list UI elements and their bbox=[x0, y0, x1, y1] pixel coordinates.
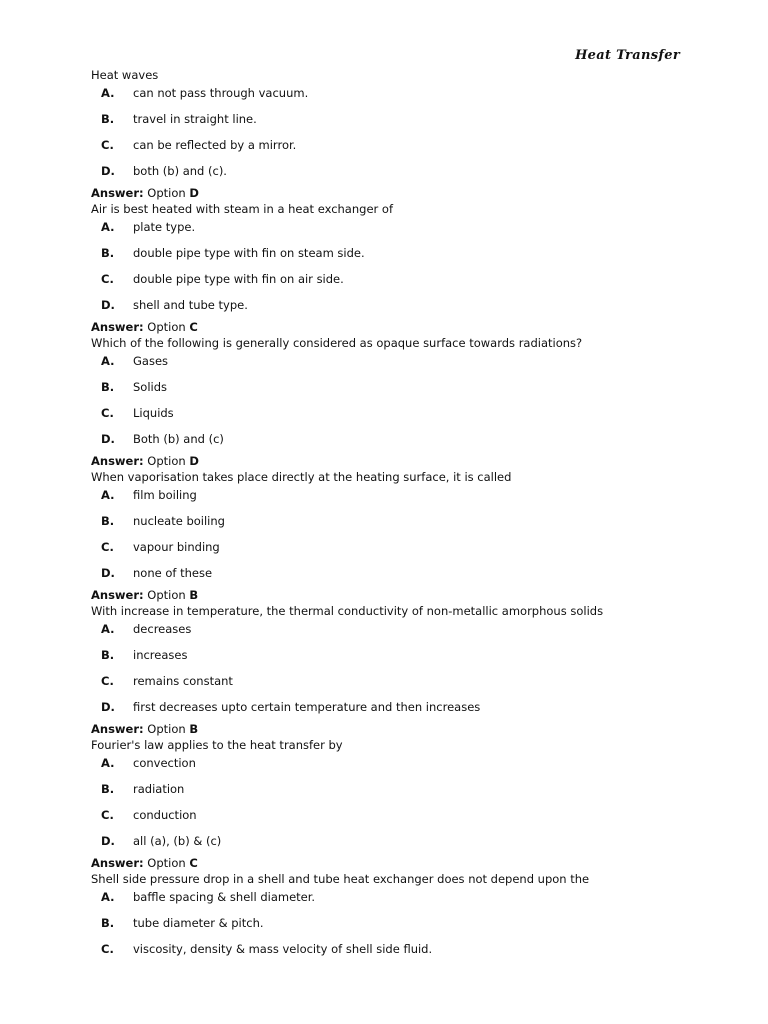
option-item bbox=[91, 406, 731, 432]
option-text: radiation bbox=[133, 782, 185, 796]
option-letter: C. bbox=[101, 540, 114, 554]
option-list bbox=[91, 622, 731, 726]
option-item bbox=[91, 916, 731, 942]
option-text: all (a), (b) & (c) bbox=[133, 834, 222, 848]
option-letter: C. bbox=[101, 942, 114, 956]
option-text: increases bbox=[133, 648, 188, 662]
option-text: vapour binding bbox=[133, 540, 220, 554]
option-text: plate type. bbox=[133, 220, 196, 234]
option-text: conduction bbox=[133, 808, 197, 822]
option-letter: B. bbox=[101, 514, 115, 528]
option-letter: B. bbox=[101, 648, 115, 662]
option-list bbox=[91, 354, 731, 458]
option-list bbox=[91, 890, 731, 968]
option-text: remains constant bbox=[133, 674, 233, 688]
question-text: Heat waves bbox=[91, 68, 159, 82]
question-block bbox=[91, 738, 731, 870]
option-text: first decreases upto certain temperature and then increases bbox=[133, 700, 481, 714]
answer-label: Answer: bbox=[91, 722, 144, 736]
option-letter: D. bbox=[101, 164, 115, 178]
answer-value: Option C bbox=[147, 856, 198, 870]
option-text: can be reflected by a mirror. bbox=[133, 138, 297, 152]
option-text: both (b) and (c). bbox=[133, 164, 227, 178]
option-letter: C. bbox=[101, 674, 114, 688]
option-text: Solids bbox=[133, 380, 168, 394]
option-item bbox=[91, 246, 731, 272]
option-text: Both (b) and (c) bbox=[133, 432, 224, 446]
option-letter: D. bbox=[101, 834, 115, 848]
option-text: film boiling bbox=[133, 488, 197, 502]
option-item bbox=[91, 674, 731, 700]
answer-value: Option B bbox=[147, 588, 199, 602]
option-list bbox=[91, 220, 731, 324]
option-text: none of these bbox=[133, 566, 213, 580]
option-letter: B. bbox=[101, 380, 115, 394]
option-text: Gases bbox=[133, 354, 169, 368]
option-item bbox=[91, 540, 731, 566]
answer-label: Answer: bbox=[91, 454, 144, 468]
option-letter: A. bbox=[101, 86, 115, 100]
answer-value: Option D bbox=[147, 186, 199, 200]
option-text: tube diameter & pitch. bbox=[133, 916, 264, 930]
option-text: baffle spacing & shell diameter. bbox=[133, 890, 316, 904]
option-letter: C. bbox=[101, 808, 114, 822]
option-letter: D. bbox=[101, 566, 115, 580]
option-item bbox=[91, 354, 731, 380]
option-text: double pipe type with fin on air side. bbox=[133, 272, 344, 286]
option-item bbox=[91, 220, 731, 246]
question-text: When vaporisation takes place directly at the heating surface, it is called bbox=[91, 470, 512, 484]
option-item bbox=[91, 380, 731, 406]
option-text: Liquids bbox=[133, 406, 174, 420]
answer-label: Answer: bbox=[91, 588, 144, 602]
option-text: can not pass through vacuum. bbox=[133, 86, 309, 100]
answer-line bbox=[91, 722, 731, 736]
option-text: nucleate boiling bbox=[133, 514, 225, 528]
answer-line bbox=[91, 320, 731, 334]
answer-line bbox=[91, 186, 731, 200]
option-item bbox=[91, 112, 731, 138]
option-list bbox=[91, 86, 731, 190]
answer-line bbox=[91, 588, 731, 602]
question-text: Which of the following is generally considered as opaque surface towards radiations? bbox=[91, 336, 583, 350]
answer-value: Option B bbox=[147, 722, 199, 736]
option-item bbox=[91, 942, 731, 968]
option-letter: B. bbox=[101, 246, 115, 260]
option-letter: B. bbox=[101, 112, 115, 126]
answer-label: Answer: bbox=[91, 856, 144, 870]
option-list bbox=[91, 488, 731, 592]
option-item bbox=[91, 488, 731, 514]
option-text: shell and tube type. bbox=[133, 298, 248, 312]
question-block bbox=[91, 604, 731, 736]
question-block bbox=[91, 336, 731, 468]
option-item bbox=[91, 808, 731, 834]
page-header-title: Heat Transfer bbox=[575, 48, 680, 63]
option-item bbox=[91, 514, 731, 540]
option-letter: A. bbox=[101, 890, 115, 904]
option-letter: C. bbox=[101, 406, 114, 420]
option-item bbox=[91, 138, 731, 164]
question-list bbox=[91, 68, 731, 968]
question-text: With increase in temperature, the thermal conductivity of non-metallic amorphous solids bbox=[91, 604, 604, 618]
question-block bbox=[91, 470, 731, 602]
option-letter: A. bbox=[101, 488, 115, 502]
option-item bbox=[91, 648, 731, 674]
option-item bbox=[91, 622, 731, 648]
question-block bbox=[91, 872, 731, 968]
option-text: viscosity, density & mass velocity of shell side fluid. bbox=[133, 942, 433, 956]
option-text: convection bbox=[133, 756, 196, 770]
option-letter: D. bbox=[101, 700, 115, 714]
option-item bbox=[91, 86, 731, 112]
answer-line bbox=[91, 454, 731, 468]
question-text: Shell side pressure drop in a shell and tube heat exchanger does not depend upon the bbox=[91, 872, 590, 886]
option-letter: B. bbox=[101, 916, 115, 930]
answer-value: Option C bbox=[147, 320, 198, 334]
answer-value: Option D bbox=[147, 454, 199, 468]
question-text: Air is best heated with steam in a heat exchanger of bbox=[91, 202, 393, 216]
option-letter: A. bbox=[101, 756, 115, 770]
option-letter: C. bbox=[101, 138, 114, 152]
question-block bbox=[91, 202, 731, 334]
option-list bbox=[91, 756, 731, 860]
option-text: double pipe type with fin on steam side. bbox=[133, 246, 365, 260]
option-letter: D. bbox=[101, 298, 115, 312]
answer-line bbox=[91, 856, 731, 870]
option-letter: B. bbox=[101, 782, 115, 796]
option-letter: D. bbox=[101, 432, 115, 446]
option-letter: A. bbox=[101, 220, 115, 234]
answer-label: Answer: bbox=[91, 186, 144, 200]
answer-label: Answer: bbox=[91, 320, 144, 334]
option-letter: A. bbox=[101, 354, 115, 368]
question-block bbox=[91, 68, 731, 200]
option-item bbox=[91, 890, 731, 916]
option-item bbox=[91, 272, 731, 298]
question-text: Fourier's law applies to the heat transfer by bbox=[91, 738, 343, 752]
option-letter: C. bbox=[101, 272, 114, 286]
option-item bbox=[91, 782, 731, 808]
option-text: decreases bbox=[133, 622, 192, 636]
option-letter: A. bbox=[101, 622, 115, 636]
option-text: travel in straight line. bbox=[133, 112, 257, 126]
option-item bbox=[91, 756, 731, 782]
